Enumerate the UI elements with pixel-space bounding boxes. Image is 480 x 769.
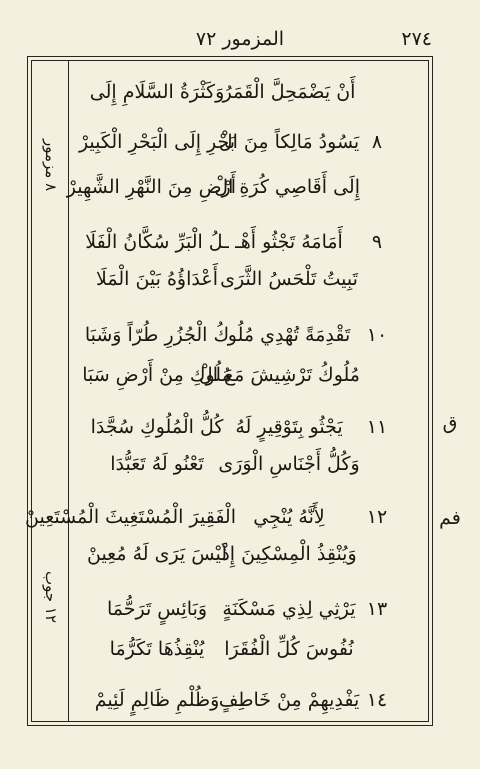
hemistich-first: يَجْثُو بِتَوْقِيرٍ لَهُ	[235, 416, 343, 438]
margin-reference: ١٢ جوب	[42, 570, 60, 624]
verse-number: ١٤	[366, 689, 388, 711]
verse-line	[72, 262, 390, 296]
hemistich-second: بَحْرِ إِلَى الْبَحْرِ الْكَبِيرْ	[78, 131, 236, 153]
hemistich-first: يَسُودُ مَالِكاً مِنَ الْ	[218, 131, 360, 153]
hemistich-first: يَرْثِي لِذِي مَسْكَنَةٍ	[222, 598, 356, 620]
hemistich-first: لِأَنَّهُ يُنْجِي	[253, 506, 325, 528]
verse-line	[72, 537, 390, 571]
hemistich-first: تَبِيتُ تَلْحَسُ الثَّرَى	[220, 268, 358, 290]
hemistich-second: وَكَثْرَةُ السَّلَامِ إِلَى	[89, 81, 225, 103]
verse-line	[72, 125, 390, 159]
margin-divider	[68, 60, 69, 721]
hemistich-first: وَكُلُّ أَجْنَاسِ الْوَرَى	[218, 453, 360, 475]
verse-line	[72, 75, 390, 109]
hemistich-first: يَفْدِيهِمْ مِنْ خَاطِفٍ	[218, 689, 360, 711]
hemistich-second: أَعْدَاؤُهُ بَيْنَ الْمَلَا	[96, 268, 218, 290]
verse-line	[72, 592, 390, 626]
verse-number: ١٣	[366, 598, 388, 620]
hemistich-second: يُنْقِذُهَا تَكَرُّمَا	[109, 638, 205, 660]
verse-number: ١٠	[366, 324, 388, 346]
section-marker: ق	[442, 412, 458, 434]
hemistich-second: لَيْسَ يَرَى لَهُ مُعِينْ	[86, 543, 228, 565]
hemistich-second: أَرْضِ مِنَ النَّهْرِ الشَّهِيرْ	[66, 176, 236, 198]
verse-line	[72, 225, 390, 259]
hemistich-first: تَقْدِمَةً تُهْدِي مُلُو	[227, 324, 351, 346]
hemistich-first: إِلَى أَقَاصِي كُرَةِ الْ	[214, 176, 360, 198]
verse-line	[72, 447, 390, 481]
verse-line	[72, 410, 390, 444]
verse-line	[72, 358, 390, 392]
hemistich-second: ـلُ الْبَرِّ سُكَّانُ الْفَلَا	[85, 231, 229, 253]
verse-number: ١١	[366, 416, 388, 438]
verse-line	[72, 632, 390, 666]
margin-reference: ٨ مزمور	[42, 138, 60, 192]
page-number: ٢٧٤	[401, 28, 432, 50]
verse-line	[25, 500, 390, 534]
hemistich-first: وَيُنْقِذُ الْمِسْكِينَ إِذْ	[221, 543, 357, 565]
hemistich-second: كُ الْجُزُرِ طُرّاً وَشَبَا	[84, 324, 230, 346]
hemistich-second: كُلُّ الْمُلُوكِ سُجَّدَا	[90, 416, 224, 438]
hemistich-second: وَبَائِسٍ تَرَحُّمَا	[106, 598, 208, 620]
verse-number: ١٢	[366, 506, 388, 528]
verse-line	[72, 318, 390, 352]
verse-number: ٨	[371, 131, 383, 153]
hemistich-second: مُلُوكِ مِنْ أَرْضِ سَبَا	[82, 364, 232, 386]
verse-line	[66, 170, 390, 204]
verse-number: ٩	[371, 231, 383, 253]
hemistich-first: مُلُوكُ تَرْشِيشَ مَعَ الْ	[198, 364, 360, 386]
verse-line	[72, 683, 390, 717]
page-header	[40, 24, 440, 54]
section-marker: فم	[439, 507, 461, 529]
hemistich-first: أَنْ يَضْمَحِلَّ الْقَمَرُ	[222, 81, 356, 103]
hemistich-first: أَمَامَهُ تَجْثُو أَهْـ	[235, 231, 343, 253]
hemistich-second: الْفَقِيرَ الْمُسْتَغِيثَ الْمُسْتَعِينْ	[25, 506, 236, 528]
running-title: المزمور ٧٢	[195, 28, 285, 50]
hemistich-second: تَعْنُو لَهُ تَعَبُّدَا	[110, 453, 204, 475]
hemistich-second: وَظُلْمِ ظَالِمٍ لَئِيمْ	[94, 689, 220, 711]
hemistich-first: نُفُوسَ كُلِّ الْفُقَرَا	[224, 638, 354, 660]
